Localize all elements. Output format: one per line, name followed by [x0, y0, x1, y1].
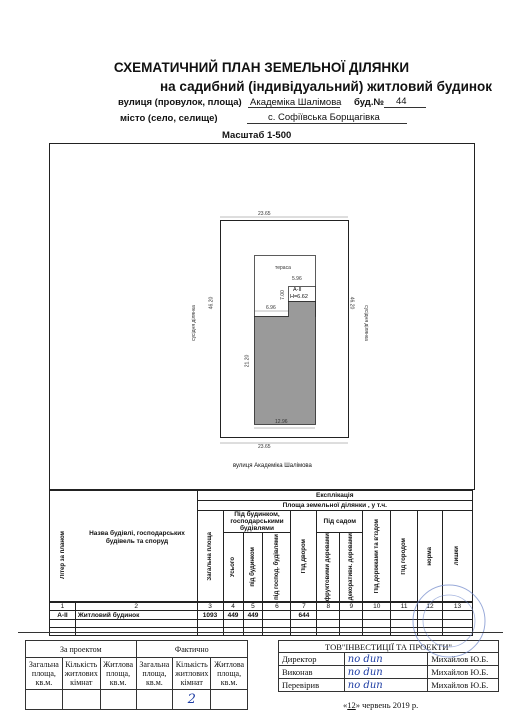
house-number-value: 44: [396, 96, 407, 107]
col-total-under: Усього: [230, 556, 236, 578]
stamp-date: «12» червень 2019 р.: [343, 700, 419, 710]
group-buildings: Під будинком, господарськими будівлями: [223, 511, 291, 533]
house-footprint: [255, 302, 316, 425]
top-width-label: 23.65: [258, 211, 271, 217]
actual-header: Фактично: [136, 641, 248, 658]
col-name: Назва будівлі, господарських будівель та споруд: [89, 530, 185, 545]
col-litera: Літер за планом: [60, 531, 66, 579]
right-neighbor-label: сусідня ділянка: [362, 305, 369, 341]
table-row: А-ІІ Житловий будинок 1093 449 449 644: [50, 611, 473, 620]
col-extra: лишки: [454, 546, 461, 566]
col-fruit: фруктовими деревами: [325, 533, 332, 602]
terrace-label: тераса: [275, 265, 291, 271]
street-label: вулиця (провулок, площа): [118, 97, 242, 108]
handwritten-rooms: 2: [187, 692, 196, 707]
left-side-label: 46.20: [208, 296, 215, 310]
right-side-label: 46.20: [348, 296, 355, 310]
city-value: с. Софіївська Борщагівка: [268, 112, 380, 123]
area-header: Площа земельної ділянки , у т.ч.: [197, 501, 472, 511]
house-letter-label: А-ІІ: [293, 287, 302, 293]
col-under-house: під будинком: [249, 547, 256, 587]
company-name: ТОВ"ІНВЕСТИЦІЇ ТА ПРОЕКТИ": [279, 641, 499, 653]
explication-title: Експлікація: [197, 491, 472, 501]
company-seal: [410, 582, 488, 660]
street-value: Академіка Шалімова: [250, 97, 342, 108]
plan-title: СХЕМАТИЧНИЙ ПЛАН ЗЕМЕЛЬНОЇ ДІЛЯНКИ: [113, 60, 410, 75]
street-caption: вулиця Академіка Шалімова: [233, 463, 312, 469]
col-under-outbuild: під господ. будівлями: [273, 534, 280, 600]
scale-label: Масштаб 1-500: [222, 130, 292, 141]
col-garden: Під городом: [401, 537, 408, 575]
plan-subtitle: на садибний (індивідуальний) житловий будинок: [160, 79, 493, 94]
left-neighbor-label: сусідня ділянка: [190, 305, 197, 341]
terrace-height-label: 7.00: [279, 290, 286, 300]
group-garden: Під садом: [317, 511, 363, 533]
col-paths: Під доріжками та в'їздом: [373, 518, 380, 594]
col-decor: декоративн. деревами: [348, 533, 355, 601]
house-length-label: 21.20: [244, 354, 251, 368]
col-total: Загальна площа: [207, 531, 214, 581]
house-height-label: Н=6.62: [290, 294, 308, 300]
city-label: місто (село, селище): [120, 113, 218, 124]
site-plan-drawing: [180, 200, 380, 470]
per-project-header: За проектом: [26, 641, 137, 658]
house-bottom-width-label: 12.96: [275, 419, 288, 425]
col-norm: норма: [427, 546, 434, 566]
area-summary-table: За проектом Фактично Загальна площа, кв.м. Кількість житлових кімнат Житлова площа, кв.м. Загальна площа, кв.м. Кількість житлових кімнат Житлова площа, кв.м. 2: [25, 640, 248, 710]
terrace-width-label: 5.96: [292, 276, 302, 282]
house-top-width-label: 6.96: [266, 305, 276, 311]
house-number-label: буд.№: [354, 97, 385, 108]
bottom-width-label: 23.65: [258, 444, 271, 450]
column-numbers-row: 1 2 3 4 5 6 7 8 9 10 11 12 13: [50, 603, 473, 611]
col-yard: Під двором: [300, 538, 307, 574]
title-block: ТОВ"ІНВЕСТИЦІЇ ТА ПРОЕКТИ" Директор no dun Михайлов Ю.Б. Виконав no dun Михайлов Ю.Б. Перевірив no dun Михайлов Ю.Б.: [278, 640, 499, 692]
